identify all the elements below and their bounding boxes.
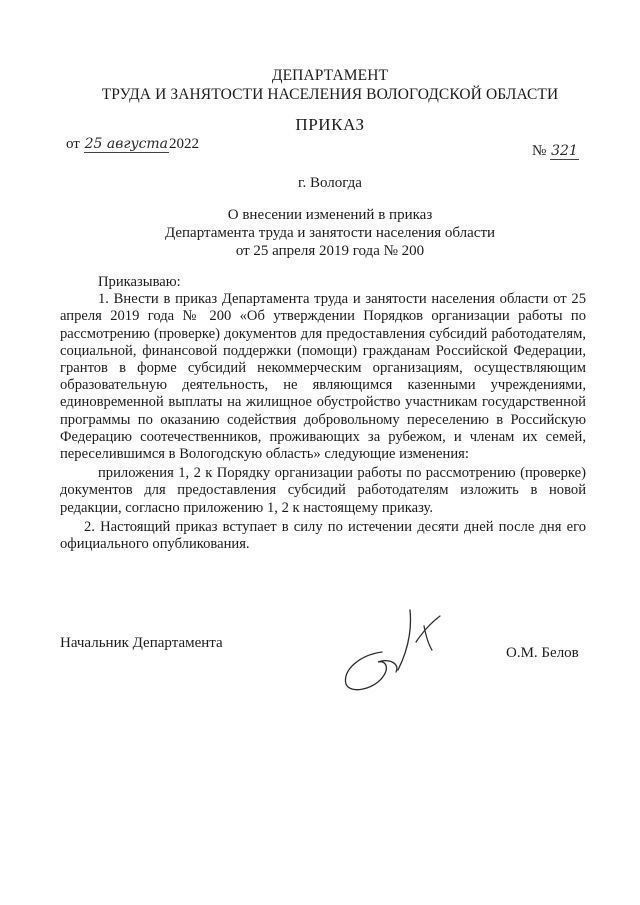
city-name: г. Вологда (298, 175, 362, 191)
signatory-name: О.М. Белов (506, 645, 579, 661)
subject-line2: Департамента труда и занятости населения области (164, 225, 496, 241)
order-body (60, 274, 586, 553)
document-type-title: ПРИКАЗ (295, 115, 365, 134)
order-subject (60, 206, 600, 260)
handwritten-signature (320, 600, 470, 700)
signatory-title: Начальник Департамента (60, 635, 223, 651)
handwritten-date: 25 августа (84, 136, 169, 152)
department-name-line2: ТРУДА И ЗАНЯТОСТИ НАСЕЛЕНИЯ ВОЛОГОДСКОЙ ОБЛАСТИ (101, 86, 559, 103)
date-prefix: от (66, 136, 80, 152)
subject-line1: О внесении изменений в приказ (227, 207, 433, 223)
subject-line3: от 25 апреля 2019 года № 200 (235, 243, 425, 259)
order-date (66, 136, 199, 153)
order-number (532, 143, 579, 160)
order-item-1: 1. Внести в приказ Департамента труда и занятости населения области от 25 апреля 2019 года № 200 «Об утверждении Порядков организации работы по рассмотрению (проверке) документов для предоставления субсидий работодателям, социальной, финансовой поддержки (помощи) гражданам Российской Федерации, грантов в форме субсидий некоммерческим организациям, осуществляющим образовательную деятельность, не являющимся казенными учреждениями, единовременной выплаты на жилищное обустройство участникам государственной программы по оказанию содействия добровольному переселению в Российскую Федерацию соотечественников, проживающих за рубежом, и членам их семей, переселившимся в Вологодскую область» следующие изменения: (60, 291, 586, 463)
date-year: 2022 (169, 136, 200, 152)
order-item-2: 2. Настоящий приказ вступает в силу по истечении десяти дней после дня его официального опубликования. (60, 518, 586, 553)
department-name-line1: ДЕПАРТАМЕНТ (271, 67, 389, 84)
handwritten-number: 321 (551, 143, 578, 159)
number-prefix: № (532, 143, 547, 159)
order-intro: Приказываю: (98, 274, 181, 290)
order-item-1-change: приложения 1, 2 к Порядку организации работы по рассмотрению (проверке) документов для предоставления субсидий работодателям изложить в новой редакции, согласно приложению 1, 2 к настоящему приказу. (60, 465, 586, 516)
